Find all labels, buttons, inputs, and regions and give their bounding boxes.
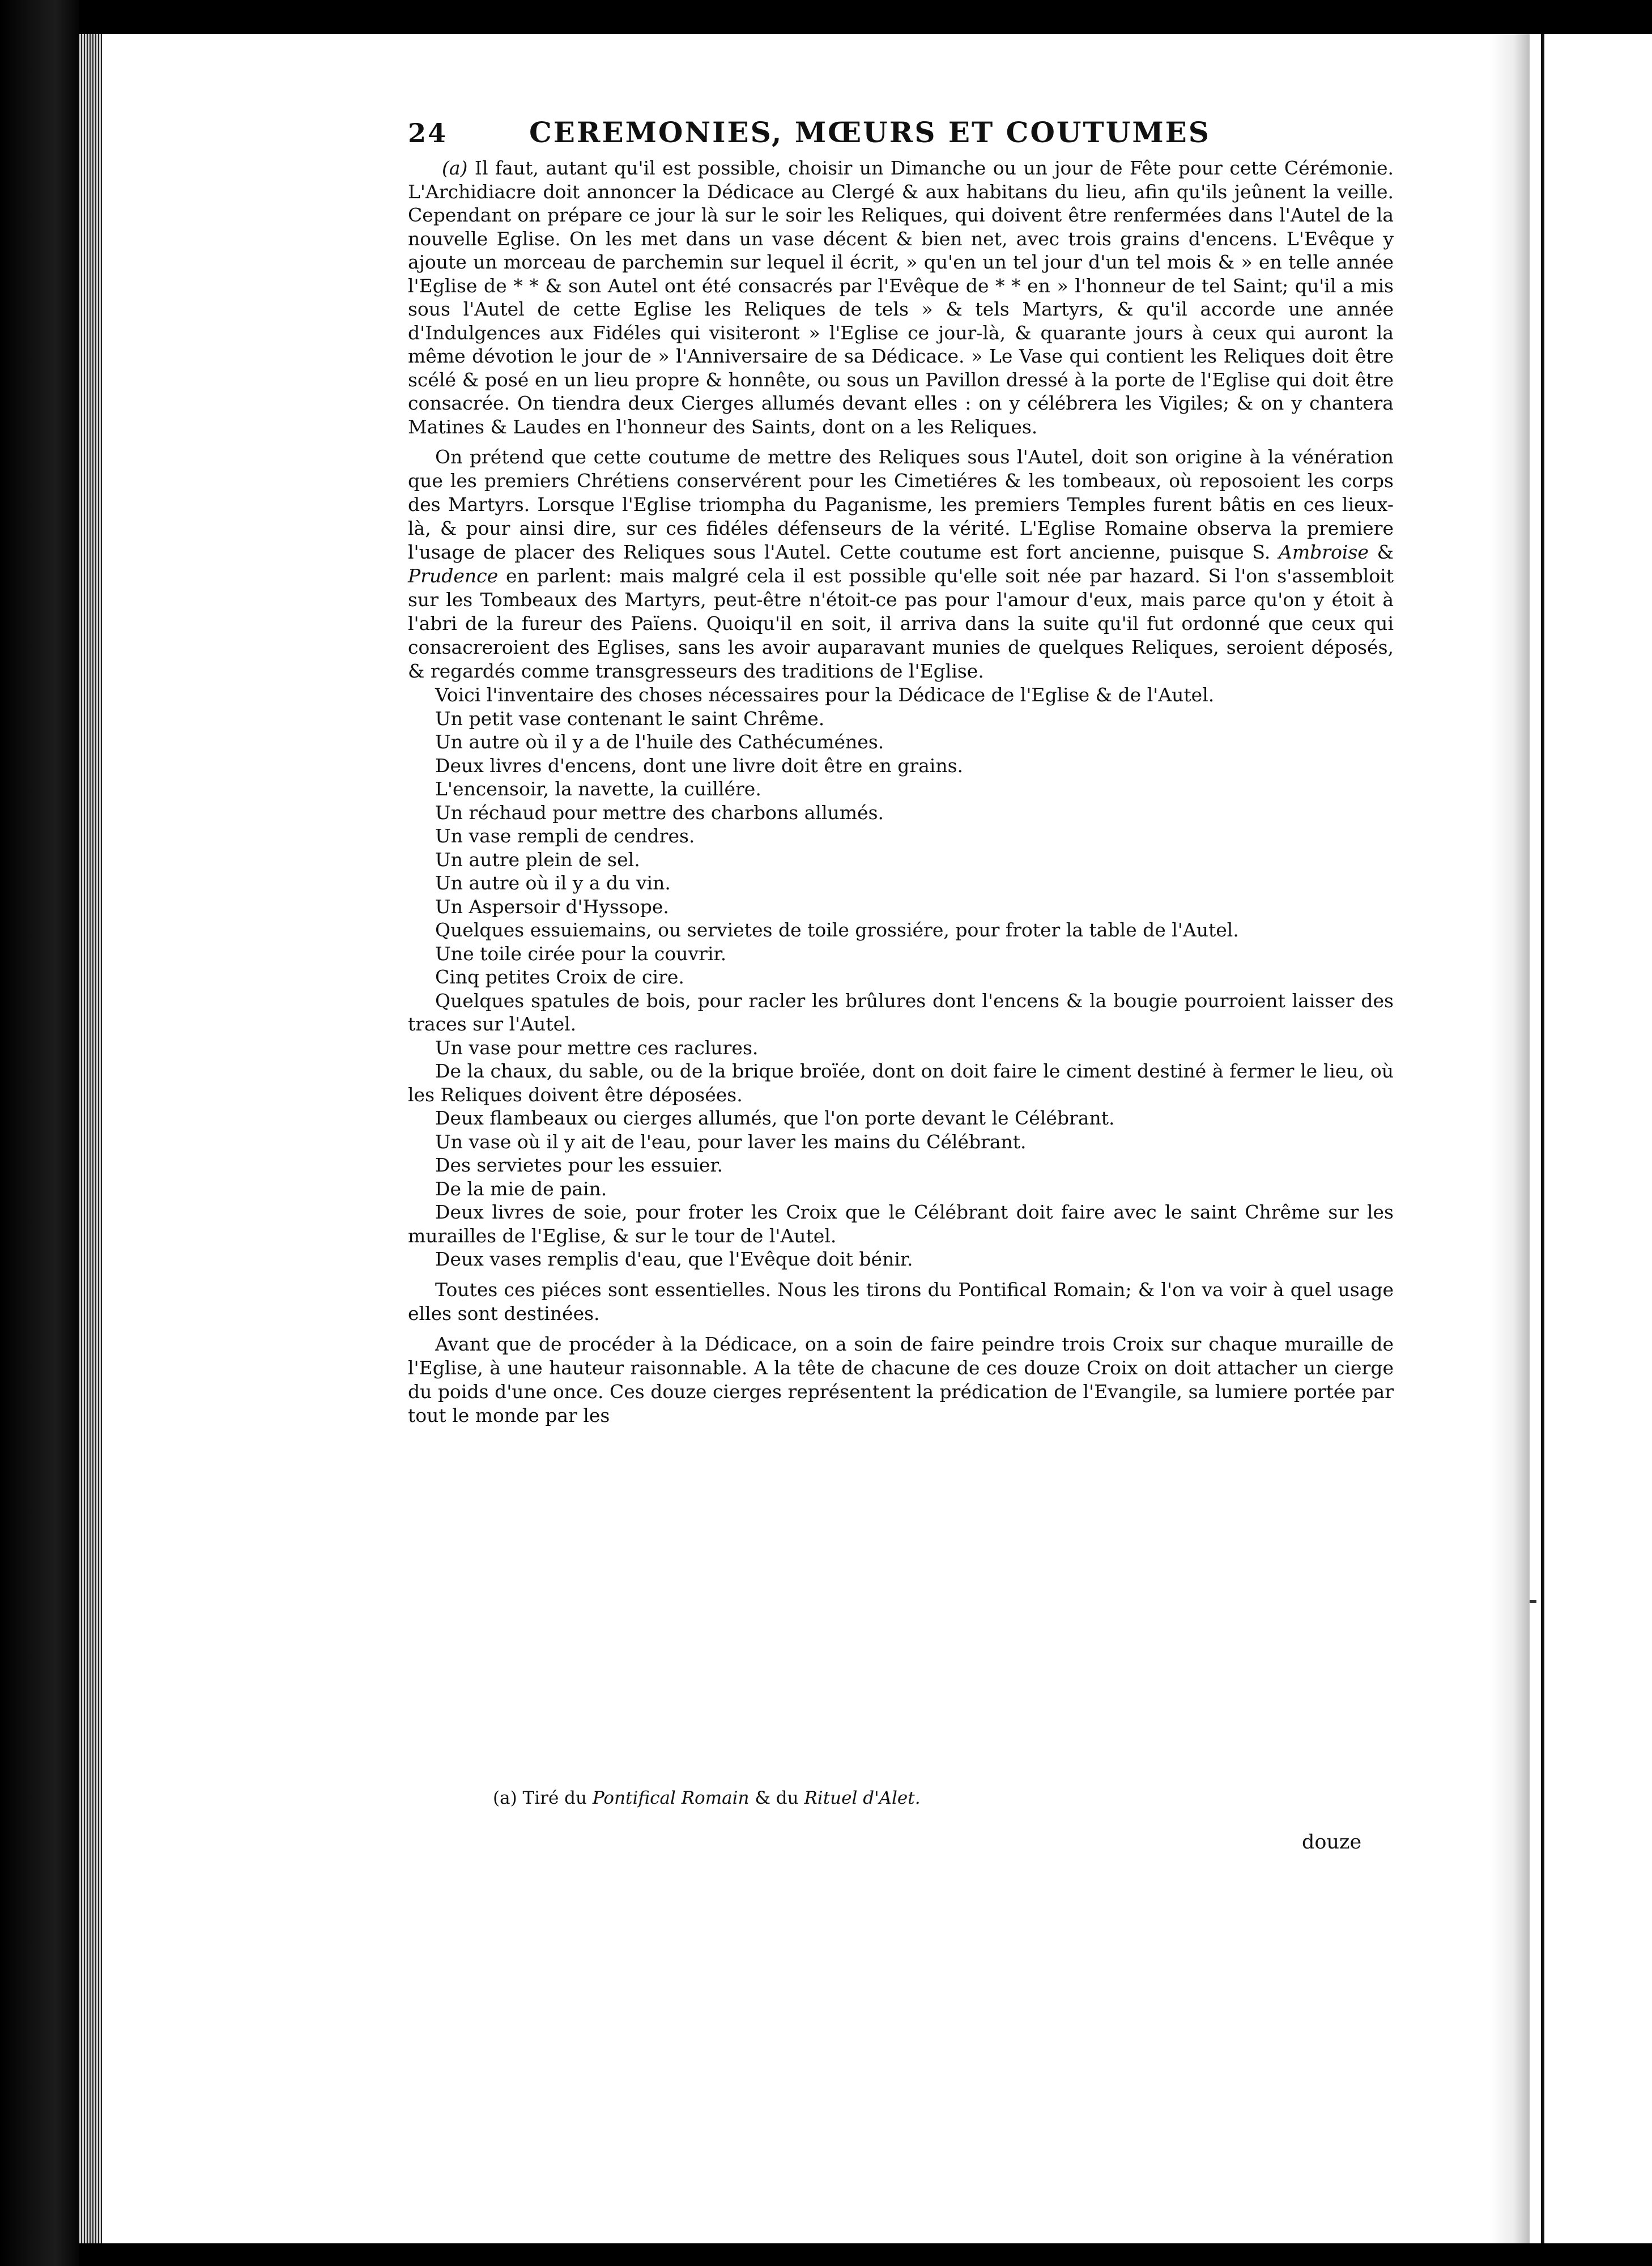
page-stack-edge — [79, 34, 102, 2243]
footnote-du: du — [776, 1788, 799, 1808]
note-paragraph — [408, 156, 1394, 438]
running-head — [408, 105, 1394, 156]
list-item: Un vase rempli de cendres. — [435, 825, 695, 847]
footnote-source-rituel: Rituel d'Alet. — [804, 1788, 921, 1808]
list-item: Un petit vase contenant le saint Chrême. — [435, 707, 825, 730]
footnote — [493, 1788, 1286, 1808]
list-item: Un autre où il y a du vin. — [435, 872, 671, 894]
para1-ampersand: & — [1377, 541, 1394, 563]
list-item: Un vase pour mettre ces raclures. — [435, 1036, 759, 1059]
inventory-list — [408, 683, 1394, 1271]
para1-text-start: On prétend que cette coutume de mettre des Reliques sous l'Autel, doit son origine à la vénération que les premiers Chrétiens conservérent pour les Cimetiéres & les tombeaux, où reposoient les corps des Martyrs. Lorsque l'Eglise triompha du Paganisme, les premiers Temples furent bâtis en ces lieux-là, & pour ainsi dire, sur ces fidéles défenseurs de la vérité. L'Eglise Romaine observa la premiere l'usage de placer des Reliques sous l'Autel. Cette coutume est fort ancienne, puisque S. — [408, 446, 1394, 563]
footnote-prefix: Tiré du — [522, 1788, 587, 1808]
list-item: Voici l'inventaire des choses nécessaires pour la Dédicace de l'Eglise & de l'Autel. — [435, 684, 1215, 706]
facing-page-mark — [1530, 1600, 1536, 1603]
name-ambroise: Ambroise — [1279, 541, 1369, 563]
note-text: Il faut, autant qu'il est possible, choisir un Dimanche ou un jour de Fête pour cette Cérémonie. L'Archidiacre doit annoncer la Dédicace au Clergé & aux habitans du lieu, afin qu'ils jeûnent la veille. Cependant on prépare ce jour là sur le soir les Reliques, qui doivent être renfermées dans l'Autel de la nouvelle Eglise. On les met dans un vase décent & bien net, avec trois grains d'encens. L'Evêque y ajoute un morceau de parchemin sur lequel il écrit, » qu'en un tel jour d'un tel mois & » en telle année l'Eglise de * * & son Autel ont été consacrés par l'Evêque de * * en » l'honneur de tel Saint; qu'il a mis sous l'Autel de cette Eglise les Reliques de tels » & tels Martyrs, & qu'il accorde une année d'Indulgences aux Fidéles qui visiteront » l'Eglise ce jour-là, & quarante jours à ceux qui auront la même dévotion le jour de » l'Anniversaire de sa Dédicace. » Le Vase qui contient les Reliques doit être scélé & posé en un lieu propre & honnête, ou sous un Pavillon dressé à la porte de l'Eglise qui doit être consacrée. On tiendra deux Cierges allumés devant elles : on y célébrera les Vigiles; & on y chantera Matines & Laudes en l'honneur des Saints, dont on a les Reliques. — [408, 157, 1394, 438]
running-title: CEREMONIES, MŒURS ET COUTUMES — [529, 116, 1211, 149]
list-item: Un autre où il y a de l'huile des Cathécuménes. — [435, 731, 884, 753]
page-text-block — [408, 105, 1394, 1428]
footnote-marker: (a) — [493, 1788, 517, 1808]
list-item: Deux vases remplis d'eau, que l'Evêque doit bénir. — [435, 1248, 913, 1270]
body-paragraph-1 — [408, 445, 1394, 683]
list-item: Deux livres d'encens, dont une livre doit être en grains. — [435, 754, 964, 777]
list-item: De la chaux, du sable, ou de la brique broïée, dont on doit faire le ciment destiné à fermer le lieu, où les Reliques doivent être déposées. — [408, 1060, 1394, 1106]
list-item: Un vase où il y ait de l'eau, pour laver les mains du Célébrant. — [435, 1130, 1027, 1153]
name-prudence: Prudence — [408, 565, 499, 587]
list-item: De la mie de pain. — [435, 1177, 607, 1200]
catchword: douze — [1302, 1831, 1362, 1854]
list-item: Une toile cirée pour la couvrir. — [435, 942, 727, 965]
page-number: 24 — [408, 118, 448, 148]
list-item: Des servietes pour les essuier. — [435, 1154, 723, 1176]
footnote-source-pontifical: Pontifical Romain — [592, 1788, 750, 1808]
page-gutter-shadow — [1490, 34, 1530, 2243]
list-item: Un réchaud pour mettre des charbons allumés. — [435, 801, 884, 824]
list-item: Un autre plein de sel. — [435, 848, 640, 871]
footnote-ampersand: & — [755, 1788, 770, 1808]
facing-page-edge — [1530, 34, 1652, 2243]
list-item: L'encensoir, la navette, la cuillére. — [435, 778, 761, 800]
body-paragraph-2: Toutes ces piéces sont essentielles. Nous les tirons du Pontifical Romain; & l'on va voir à quel usage elles sont destinées. — [408, 1278, 1394, 1324]
para1-text-end: en parlent: mais malgré cela il est possible qu'elle soit née par hazard. Si l'on s'assembloit sur les Tombeaux des Martyrs, peut-être n'étoit-ce pas pour l'amour d'eux, mais parce qu'on y étoit à l'abri de la fureur des Païens. Quoiqu'il en soit, il arriva dans la suite qu'il fut ordonné que ceux qui consacreroient des Eglises, sans les avoir auparavant munies de quelques Reliques, seroient déposés, & regardés comme transgresseurs des traditions de l'Eglise. — [408, 565, 1394, 682]
list-item: Deux flambeaux ou cierges allumés, que l'on porte devant le Célébrant. — [435, 1107, 1115, 1129]
list-item: Cinq petites Croix de cire. — [435, 966, 684, 988]
body-paragraph-3: Avant que de procéder à la Dédicace, on a soin de faire peindre trois Croix sur chaque muraille de l'Eglise, à une hauteur raisonnable. A la tête de chacune de ces douze Croix on doit attacher un cierge du poids d'une once. Ces douze cierges représentent la prédication de l'Evangile, sa lumiere portée par tout le monde par les — [408, 1332, 1394, 1426]
list-item: Quelques spatules de bois, pour racler les brûlures dont l'encens & la bougie pourroient laisser des traces sur l'Autel. — [408, 989, 1394, 1035]
book-binding-edge — [0, 0, 79, 2266]
list-item: Quelques essuiemains, ou servietes de toile grossiére, pour froter la table de l'Autel. — [435, 919, 1239, 941]
note-marker: (a) — [442, 157, 468, 179]
list-item: Deux livres de soie, pour froter les Croix que le Célébrant doit faire avec le saint Chrême sur les murailles de l'Eglise, & sur le tour de l'Autel. — [408, 1201, 1394, 1247]
list-item: Un Aspersoir d'Hyssope. — [435, 895, 669, 918]
facing-page-rule — [1541, 34, 1544, 2243]
